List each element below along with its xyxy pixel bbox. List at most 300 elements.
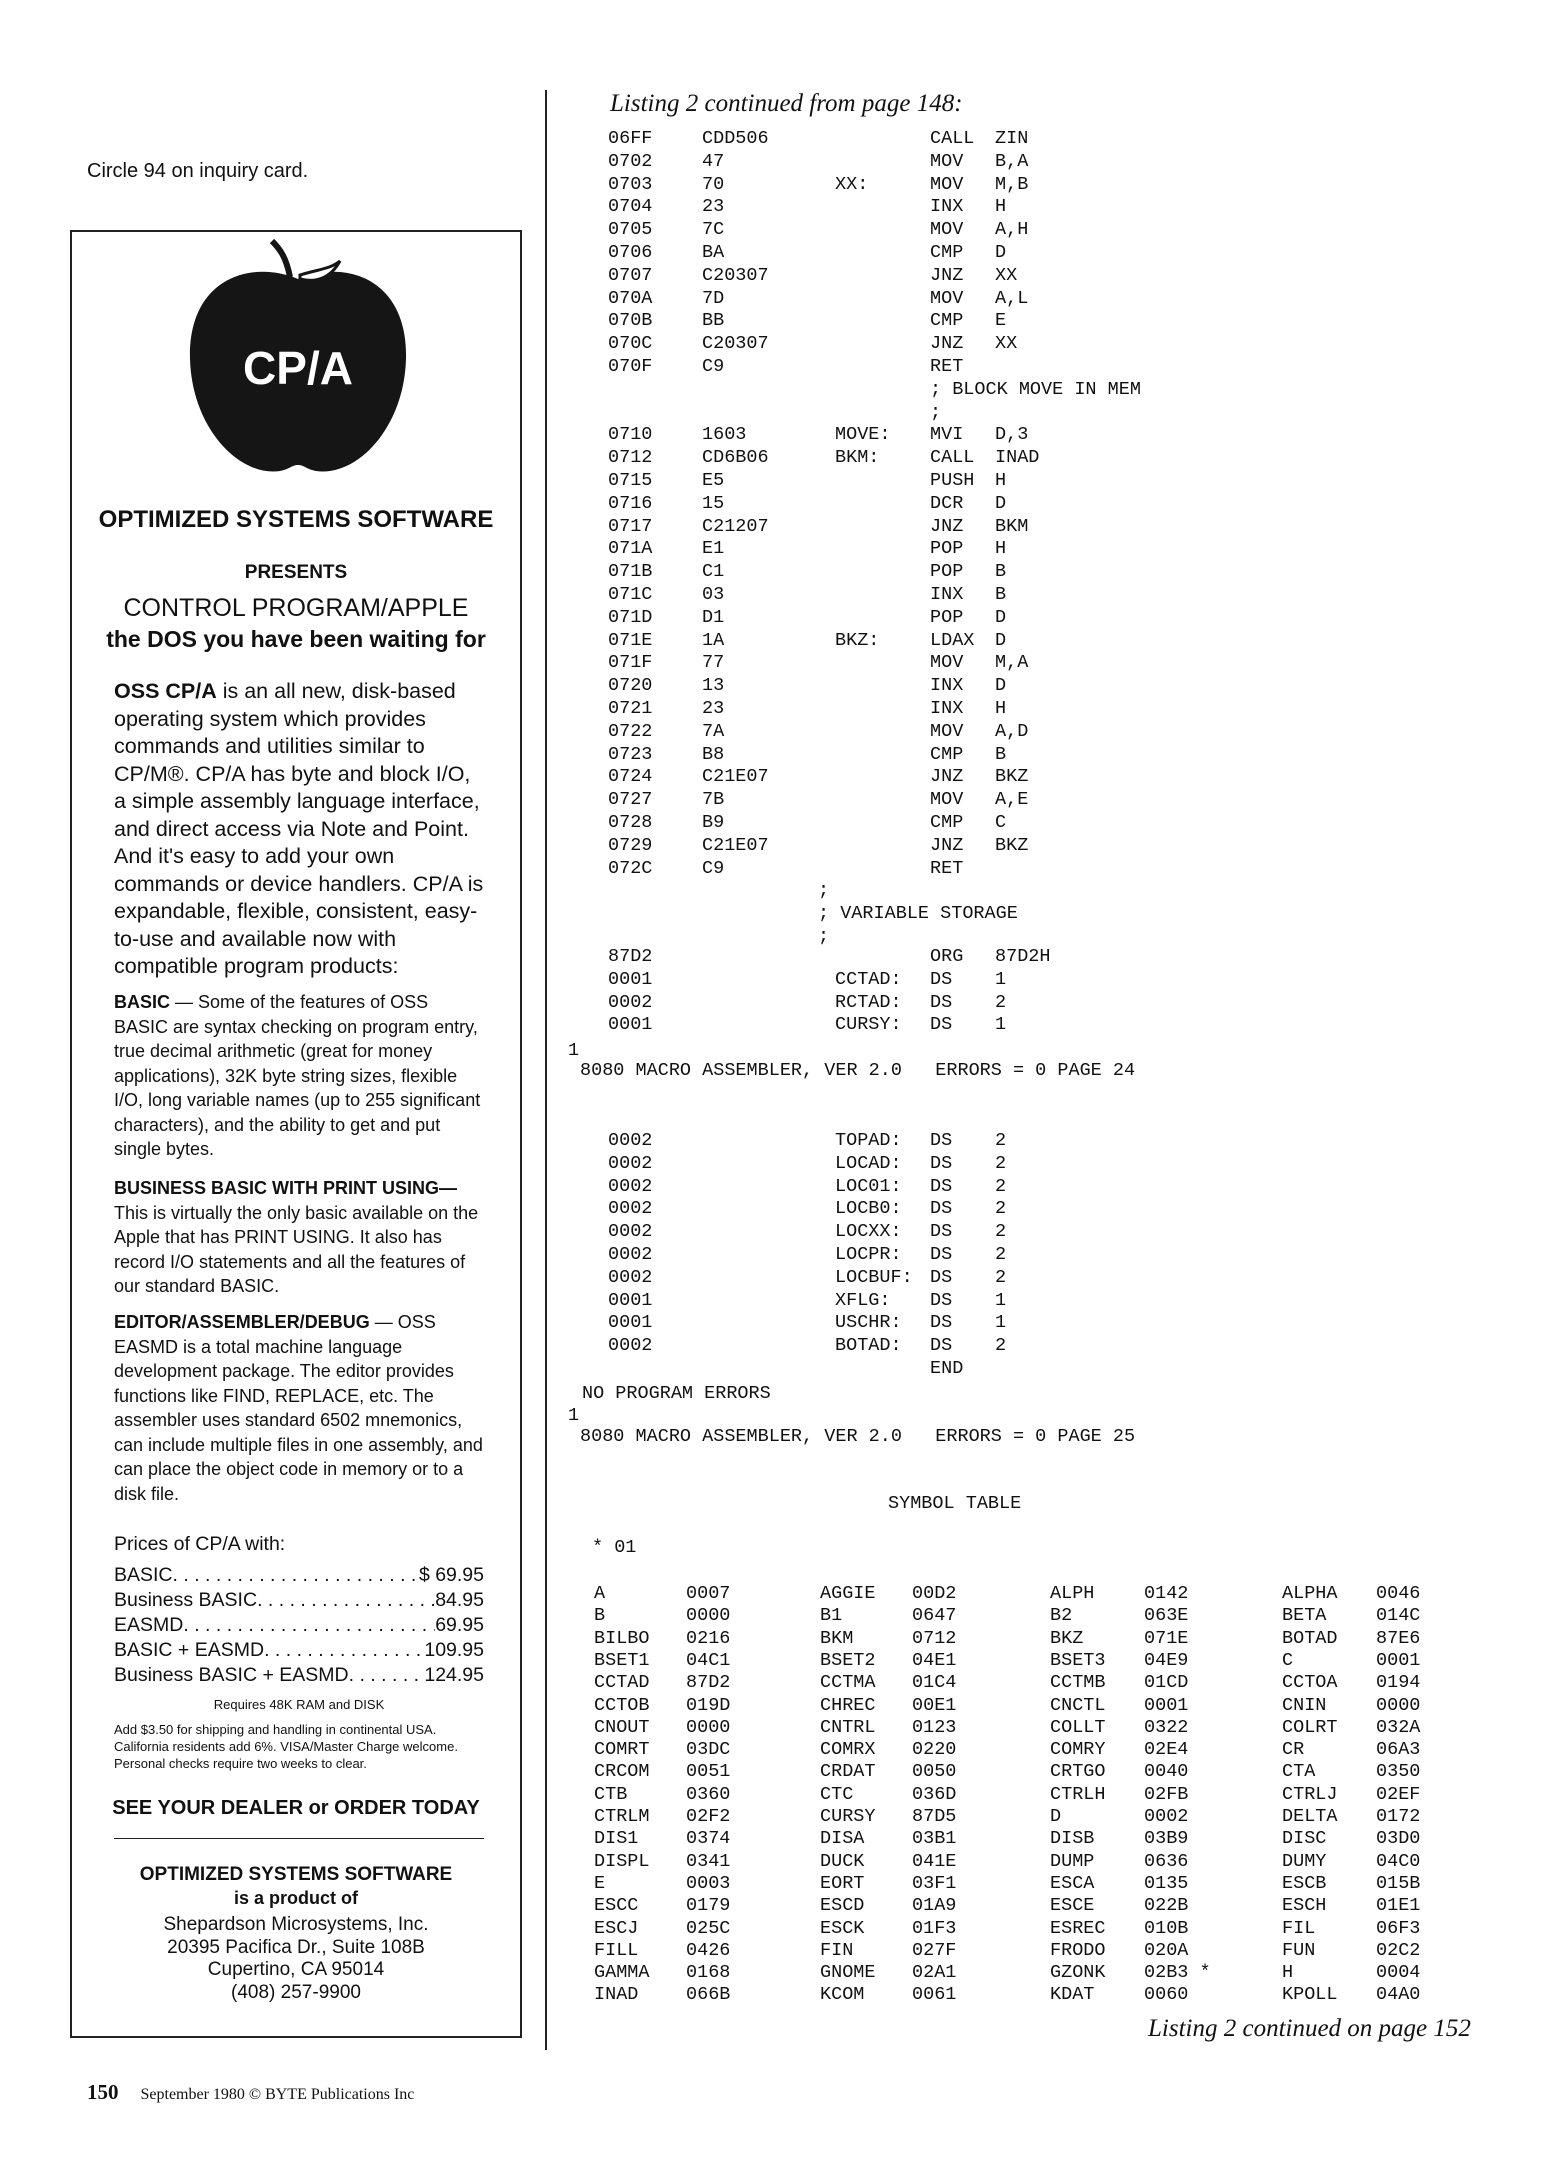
symbol-row: H — [1282, 1962, 1294, 1984]
symbol-row: 0135 — [1144, 1872, 1189, 1894]
oss-footer: OPTIMIZED SYSTEMS SOFTWARE — [139, 1864, 453, 1885]
symbol-row: 0004 — [1376, 1962, 1421, 1984]
symbol-row: DUCK — [820, 1850, 865, 1872]
company-name: OPTIMIZED SYSTEMS SOFTWARE — [98, 506, 494, 533]
code-line: INAD — [995, 447, 1040, 469]
symbol-row: 03B1 — [912, 1828, 957, 1850]
symbol-row: 071E — [1144, 1627, 1189, 1649]
code-line: 0002 — [608, 1221, 653, 1243]
symbol-row: ESCA — [1050, 1872, 1095, 1894]
code-line: A,L — [995, 287, 1029, 309]
symbol-row: 00E1 — [912, 1694, 957, 1716]
code-line: DS — [930, 1198, 953, 1220]
code-line: 071F — [608, 652, 653, 674]
divider — [114, 1838, 484, 1839]
code-line: USCHR: — [835, 1312, 902, 1334]
symbol-row: CCTAD — [594, 1672, 650, 1694]
code-line: 2 — [995, 1335, 1007, 1357]
code-line: 070A — [608, 287, 653, 309]
code-line: 2 — [995, 1244, 1007, 1265]
code-line: 0002 — [608, 1130, 653, 1151]
symbol-row: 0123 — [912, 1716, 957, 1738]
symbol-row: CCTOA — [1282, 1672, 1338, 1694]
symbol-row: 04A0 — [1376, 1984, 1421, 2006]
code-line: 071D — [608, 606, 653, 628]
basic-text: — Some of the features of OSS BASIC are syntax checking on program entry, true decimal arithmetic (great for money applications), 32K byte string sizes, flexible I/O, long variable names (up to 255 significant characters), and the ability to get and put single bytes. — [114, 992, 481, 1159]
code-line: 7A — [702, 720, 725, 742]
code-line: LOCXX: — [835, 1221, 902, 1243]
code-line: B8 — [702, 743, 725, 765]
code-line: 0715 — [608, 470, 653, 491]
code-line: D,3 — [995, 424, 1029, 446]
code-line: DS — [930, 1152, 953, 1174]
symbol-row: 0216 — [686, 1627, 731, 1649]
symbol-row: 0046 — [1376, 1583, 1421, 1604]
code-line: C20307 — [702, 264, 769, 286]
symbol-row: B — [594, 1605, 606, 1627]
code-line: MOV — [930, 287, 964, 309]
code-line: DS — [930, 1221, 953, 1243]
code-line: RCTAD: — [835, 991, 902, 1013]
code-line: RET — [930, 356, 964, 377]
easmd-text: — OSS EASMD is a total machine language development package. The editor provides functions like FIND, REPLACE, etc. The assembler uses standard 6502 mnemonics, can include multiple files in one assembly, and can place the object code in memory or to a disk file. — [114, 1312, 483, 1504]
symbol-row: 0060 — [1144, 1984, 1189, 2006]
code-line: C21207 — [702, 515, 769, 537]
code-line: 03 — [702, 584, 725, 605]
symbol-row: 0040 — [1144, 1761, 1189, 1783]
symbol-row: BKZ — [1050, 1627, 1084, 1649]
intro-bold: OSS CP/A — [114, 679, 217, 703]
symbol-row: CHREC — [820, 1694, 876, 1716]
code-line: H — [995, 196, 1007, 218]
symbol-row: CRCOM — [594, 1761, 650, 1783]
symbol-row: 015B — [1376, 1872, 1421, 1894]
price-row: Business BASIC + EASMD . . . 124.95 — [114, 1663, 484, 1688]
code-line: MOV — [930, 219, 964, 241]
symbol-row: CRTGO — [1050, 1761, 1106, 1783]
code-line: 0712 — [608, 447, 653, 469]
symbol-row: BILBO — [594, 1627, 650, 1649]
symbol-row: CRDAT — [820, 1761, 876, 1783]
code-line: CD6B06 — [702, 447, 769, 469]
symbol-row: DISB — [1050, 1828, 1095, 1850]
ad-intro — [114, 678, 484, 981]
code-line: MVI — [930, 424, 964, 446]
symbol-row: 0001 — [1376, 1649, 1421, 1671]
tagline: the DOS you have been waiting for — [106, 626, 486, 652]
symbol-row: 020A — [1144, 1939, 1189, 1961]
code-line: 06FF — [608, 128, 653, 149]
code-line: 47 — [702, 150, 725, 172]
code-line: XFLG: — [835, 1289, 891, 1311]
code-line: 23 — [702, 698, 725, 719]
symbol-table-star: * 01 — [592, 1537, 637, 1558]
symbol-row: CNOUT — [594, 1716, 650, 1738]
price-row: EASMD . . . 69.95 — [114, 1613, 484, 1638]
code-line: 071E — [608, 629, 653, 651]
symbol-row: ESCC — [594, 1895, 639, 1917]
symbol-row: 0002 — [1144, 1806, 1189, 1827]
code-line: 0704 — [608, 196, 653, 218]
symbol-row: 0636 — [1144, 1850, 1189, 1872]
code-line: LOCAD: — [835, 1152, 902, 1174]
code-line: LOCPR: — [835, 1244, 902, 1265]
symbol-row: 036D — [912, 1783, 957, 1805]
code-line: 0722 — [608, 720, 653, 742]
symbol-row: 0220 — [912, 1739, 957, 1761]
symbol-row: 0172 — [1376, 1806, 1421, 1827]
symbol-row: 0360 — [686, 1783, 731, 1805]
code-line: DCR — [930, 492, 964, 514]
code-line: LOCBUF: — [835, 1266, 913, 1288]
symbol-row: COMRY — [1050, 1739, 1106, 1761]
symbol-row: EORT — [820, 1872, 865, 1894]
symbol-row: 02FB — [1144, 1783, 1189, 1805]
symbol-row: CR — [1282, 1739, 1305, 1761]
code-line: 0720 — [608, 675, 653, 697]
symbol-row: 87D5 — [912, 1806, 957, 1827]
symbol-row: 87D2 — [686, 1672, 731, 1694]
code-line: INX — [930, 584, 964, 605]
code-line: 0002 — [608, 1266, 653, 1288]
code-line: 0001 — [608, 1014, 653, 1036]
ad-business-basic — [114, 1176, 484, 1299]
code-line: DS — [930, 991, 953, 1013]
symbol-row: CCTMA — [820, 1672, 876, 1694]
symbol-row: AGGIE — [820, 1583, 876, 1604]
code-line: END — [930, 1358, 964, 1379]
code-line: H — [995, 538, 1007, 560]
symbol-row: E — [594, 1872, 606, 1894]
code-line: 0002 — [608, 1198, 653, 1220]
symbol-row: 0051 — [686, 1761, 731, 1783]
symbol-row: KDAT — [1050, 1984, 1095, 2006]
code-line: 13 — [702, 675, 725, 697]
symbol-row: 04C1 — [686, 1649, 731, 1671]
code-line: JNZ — [930, 834, 964, 856]
code-line: 2 — [995, 1152, 1007, 1174]
code-line: CMP — [930, 812, 964, 833]
code-line: 0721 — [608, 698, 653, 719]
code-line: 0002 — [608, 1335, 653, 1357]
symbol-row: 0374 — [686, 1828, 731, 1850]
code-line: 0717 — [608, 515, 653, 537]
code-line: LOCB0: — [835, 1198, 902, 1220]
code-line: CCTAD: — [835, 968, 902, 990]
symbol-row: CTB — [594, 1783, 628, 1805]
code-line: 1 — [995, 1014, 1007, 1036]
code-line: C21E07 — [702, 766, 769, 788]
code-line: 7D — [702, 287, 725, 309]
code-line: B — [995, 743, 1007, 765]
symbol-row: BETA — [1282, 1605, 1327, 1627]
symbol-row: CTRLH — [1050, 1783, 1106, 1805]
symbol-row: FILL — [594, 1939, 639, 1961]
symbol-row: 87E6 — [1376, 1627, 1421, 1649]
code-line: POP — [930, 606, 964, 628]
code-line: D — [995, 492, 1007, 514]
symbol-row: BOTAD — [1282, 1627, 1338, 1649]
code-line: 070F — [608, 356, 653, 377]
symbol-row: 04E1 — [912, 1649, 957, 1671]
footer-text: September 1980 © BYTE Publications Inc — [140, 2086, 415, 2103]
code-line: C21E07 — [702, 834, 769, 856]
code-line: B — [995, 584, 1007, 605]
symbol-row: 03D0 — [1376, 1828, 1421, 1850]
symbol-row: B2 — [1050, 1605, 1073, 1627]
symbol-row: CCTMB — [1050, 1672, 1106, 1694]
order-cta: SEE YOUR DEALER or ORDER TODAY — [112, 1797, 480, 1819]
symbol-row: 014C — [1376, 1605, 1421, 1627]
symbol-row: ESCB — [1282, 1872, 1327, 1894]
code-line: 0727 — [608, 789, 653, 811]
intro-text: is an all new, disk-based operating system which provides commands and utilities similar to CP/M®. CP/A has byte and block I/O, a simple assembly language interface, and direct access via Note and Point. And it's easy to add your own commands or device handlers. CP/A is expandable, flexible, consistent, easy-to-use and available now with compatible program products: — [114, 679, 484, 978]
code-line: 0729 — [608, 834, 653, 856]
code-line: 2 — [995, 1266, 1007, 1288]
code-line: BKM: — [835, 447, 880, 469]
inquiry-note: Circle 94 on inquiry card. — [87, 160, 309, 182]
code-line: B9 — [702, 812, 725, 833]
symbol-row: CTRLM — [594, 1806, 650, 1827]
code-line: 0002 — [608, 1244, 653, 1265]
code-line: JNZ — [930, 766, 964, 788]
symbol-row: 025C — [686, 1917, 731, 1939]
code-line: 2 — [995, 1130, 1007, 1151]
code-line: XX — [995, 264, 1018, 286]
symbol-row: B1 — [820, 1605, 843, 1627]
symbol-row: ALPHA — [1282, 1583, 1338, 1604]
apple-logo — [180, 239, 416, 479]
bbasic-bold: BUSINESS BASIC WITH PRINT USING— — [114, 1178, 458, 1198]
column-divider — [545, 90, 547, 2050]
symbol-row: 0322 — [1144, 1716, 1189, 1738]
presents-label: PRESENTS — [244, 562, 348, 583]
code-line: 071C — [608, 584, 653, 605]
symbol-row: KPOLL — [1282, 1984, 1338, 2006]
symbol-row: CNTRL — [820, 1716, 876, 1738]
symbol-row: 010B — [1144, 1917, 1189, 1939]
line-one: 1 — [568, 1040, 580, 1061]
code-line: 0716 — [608, 492, 653, 514]
symbol-row: ESREC — [1050, 1917, 1106, 1939]
symbol-row: CNCTL — [1050, 1694, 1106, 1716]
code-line: D — [995, 606, 1007, 628]
code-line: ; — [930, 401, 942, 423]
code-line: BKZ — [995, 766, 1029, 788]
code-line: PUSH — [930, 470, 975, 491]
code-line: MOV — [930, 789, 964, 811]
code-line: INX — [930, 675, 964, 697]
symbol-row: 0003 — [686, 1872, 731, 1894]
symbol-row: DUMY — [1282, 1850, 1327, 1872]
code-line: 1A — [702, 629, 725, 651]
no-errors: NO PROGRAM ERRORS — [582, 1383, 771, 1404]
symbol-row: DUMP — [1050, 1850, 1095, 1872]
assembler-header: 8080 MACRO ASSEMBLER, VER 2.0 ERRORS = 0 PAGE 25 — [580, 1426, 1136, 1447]
code-line: H — [995, 698, 1007, 719]
code-line: BOTAD: — [835, 1335, 902, 1357]
code-line: 0723 — [608, 743, 653, 765]
code-line: 0001 — [608, 1289, 653, 1311]
code-line: 071A — [608, 538, 653, 560]
symbol-row: 0061 — [912, 1984, 957, 2006]
product-of: is a product of — [233, 1888, 358, 1908]
symbol-row: 0341 — [686, 1850, 731, 1872]
symbol-row: DISA — [820, 1828, 865, 1850]
code-line: LOC01: — [835, 1175, 902, 1197]
code-line: A,E — [995, 789, 1029, 811]
code-line: CALL — [930, 128, 975, 149]
symbol-row: 02EF — [1376, 1783, 1421, 1805]
code-line: CMP — [930, 310, 964, 332]
code-line: D1 — [702, 606, 725, 628]
symbol-row: CTA — [1282, 1761, 1316, 1783]
code-line: H — [995, 470, 1007, 491]
code-line: MOV — [930, 150, 964, 172]
code-line: 071B — [608, 561, 653, 583]
symbol-row: CCTOB — [594, 1694, 650, 1716]
code-line: B,A — [995, 150, 1029, 172]
symbol-row: 0007 — [686, 1583, 731, 1604]
code-line: INX — [930, 698, 964, 719]
symbol-row: 03F1 — [912, 1872, 957, 1894]
symbol-row: FRODO — [1050, 1939, 1106, 1961]
code-line: TOPAD: — [835, 1130, 902, 1151]
easmd-bold: EDITOR/ASSEMBLER/DEBUG — [114, 1312, 370, 1332]
symbol-row: GZONK — [1050, 1962, 1106, 1984]
code-line: BKZ: — [835, 629, 880, 651]
price-row: Business BASIC . . . 84.95 — [114, 1588, 484, 1613]
code-line: 87D2H — [995, 946, 1051, 967]
code-line: JNZ — [930, 264, 964, 286]
code-line: 1 — [995, 1289, 1007, 1311]
symbol-row: 03B9 — [1144, 1828, 1189, 1850]
code-line: D — [995, 675, 1007, 697]
code-line: BKZ — [995, 834, 1029, 856]
symbol-row: 0426 — [686, 1939, 731, 1961]
code-line: CDD506 — [702, 128, 769, 149]
symbol-row: ESCE — [1050, 1895, 1095, 1917]
symbol-row: BKM — [820, 1627, 854, 1649]
symbol-row: 022B — [1144, 1895, 1189, 1917]
code-line: 2 — [995, 1175, 1007, 1197]
code-line: 7C — [702, 219, 725, 241]
symbol-row: BSET1 — [594, 1649, 650, 1671]
code-line: DS — [930, 1244, 953, 1265]
symbol-row: 02F2 — [686, 1806, 731, 1827]
symbol-row: 01CD — [1144, 1672, 1189, 1694]
symbol-row: 0350 — [1376, 1761, 1421, 1783]
code-line: 1 — [995, 1312, 1007, 1334]
page-footer — [87, 2080, 414, 2105]
requires-note: Requires 48K RAM and DISK — [213, 1696, 385, 1712]
code-line: CMP — [930, 743, 964, 765]
code-line: C1 — [702, 561, 725, 583]
symbol-row: 03DC — [686, 1739, 731, 1761]
symbol-row: 0000 — [686, 1716, 731, 1738]
code-line: 1603 — [702, 424, 747, 446]
code-line: 0702 — [608, 150, 653, 172]
code-line: 7B — [702, 789, 725, 811]
symbol-row: COLRT — [1282, 1716, 1338, 1738]
code-line: MOV — [930, 652, 964, 674]
code-line: 072C — [608, 857, 653, 879]
symbol-row: 066B — [686, 1984, 731, 2006]
code-line: A,D — [995, 720, 1029, 742]
code-line: D — [995, 242, 1007, 263]
code-line: 77 — [702, 652, 725, 674]
code-line: DS — [930, 1312, 953, 1334]
symbol-row: 0142 — [1144, 1583, 1189, 1604]
code-line: A,H — [995, 219, 1029, 241]
symbol-row: GAMMA — [594, 1962, 650, 1984]
assembler-header: 8080 MACRO ASSEMBLER, VER 2.0 ERRORS = 0 PAGE 24 — [580, 1060, 1136, 1081]
code-line: 0001 — [608, 1312, 653, 1334]
basic-bold: BASIC — [114, 992, 171, 1012]
line-one: 1 — [568, 1405, 580, 1426]
logo-text: CP/A — [243, 342, 353, 394]
code-line: DS — [930, 1175, 953, 1197]
symbol-row: 02E4 — [1144, 1739, 1189, 1761]
code-line: 23 — [702, 196, 725, 218]
page-number: 150 — [87, 2080, 119, 2104]
symbol-row: CTC — [820, 1783, 854, 1805]
code-line: BB — [702, 310, 725, 332]
symbol-row: 0647 — [912, 1605, 957, 1627]
code-line: 0002 — [608, 1175, 653, 1197]
code-line: DS — [930, 1335, 953, 1357]
price-list — [114, 1532, 484, 1772]
symbol-row: C — [1282, 1649, 1294, 1671]
symbol-row: 019D — [686, 1694, 731, 1716]
code-line: C20307 — [702, 333, 769, 355]
symbol-row: 0168 — [686, 1962, 731, 1984]
code-line: XX — [995, 333, 1018, 355]
symbol-row: BSET2 — [820, 1649, 876, 1671]
shipping-note: Add $3.50 for shipping and handling in continental USA. California residents add 6%. VISA/Master Charge welcome. Personal checks require two weeks to clear. — [114, 1721, 458, 1771]
code-line: M,B — [995, 173, 1029, 195]
symbol-row: CTRLJ — [1282, 1783, 1338, 1805]
code-line: ZIN — [995, 128, 1029, 149]
code-line: 1 — [995, 968, 1007, 990]
symbol-row: 063E — [1144, 1605, 1189, 1627]
symbol-row: 01F3 — [912, 1917, 957, 1939]
symbol-row: ESCD — [820, 1895, 865, 1917]
symbol-row: 0194 — [1376, 1672, 1421, 1694]
ad-basic — [114, 990, 484, 1162]
symbol-row: 02B3 * — [1144, 1962, 1211, 1984]
symbol-row: A — [594, 1583, 606, 1604]
code-line: DS — [930, 1266, 953, 1288]
symbol-row: 027F — [912, 1939, 957, 1961]
symbol-row: 04E9 — [1144, 1649, 1189, 1671]
symbol-row: 00D2 — [912, 1583, 957, 1604]
ad-easmd — [114, 1310, 484, 1506]
symbol-row: ALPH — [1050, 1583, 1095, 1604]
code-line: C9 — [702, 356, 725, 377]
code-line: E — [995, 310, 1007, 332]
code-line: 0002 — [608, 991, 653, 1013]
code-line: POP — [930, 561, 964, 583]
listing-footer: Listing 2 continued on page 152 — [1148, 2015, 1471, 2042]
code-line: BKM — [995, 515, 1029, 537]
symbol-row: 06F3 — [1376, 1917, 1421, 1939]
symbol-row: DIS1 — [594, 1828, 639, 1850]
code-line: B — [995, 561, 1007, 583]
comment-line: ; VARIABLE STORAGE — [818, 902, 1018, 924]
symbol-row: FIN — [820, 1939, 854, 1961]
symbol-row: 0000 — [1376, 1694, 1421, 1716]
